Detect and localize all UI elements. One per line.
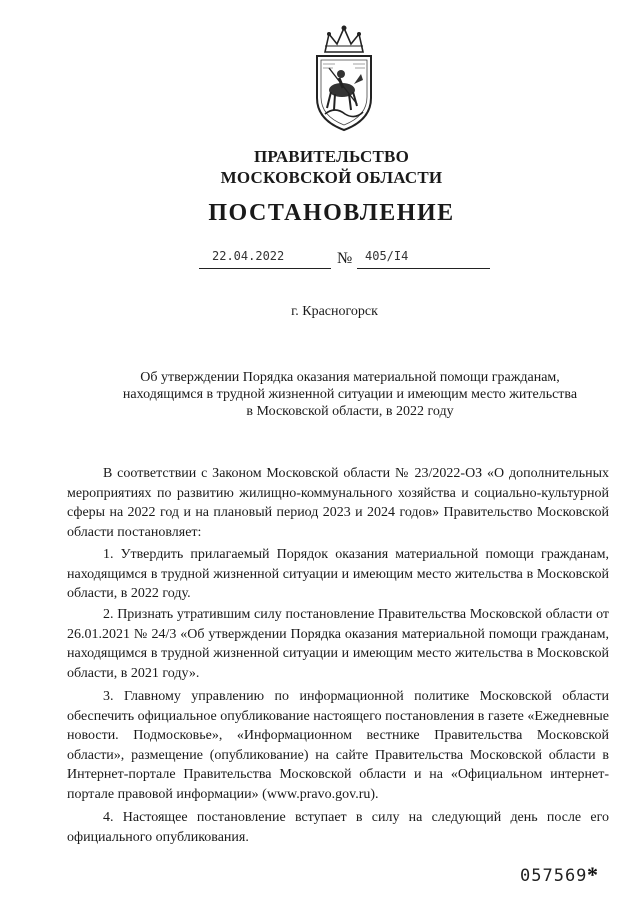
body-paragraph-intro — [67, 464, 609, 542]
city-line: г. Красногорск — [291, 304, 378, 319]
serial-stamp: 057569 — [520, 866, 588, 886]
coat-of-arms-icon — [311, 22, 377, 134]
body-paragraph-item3 — [67, 687, 609, 804]
intro-text: В соответствии с Законом Московской области № 23/2022-ОЗ «О дополнительных мероприятиях по развитию жилищно-коммунального хозяйства и социально-культурной сферы на 2022 год и на плановый период 2023 и 2024 годов» Правительство Московской области постановляет: — [67, 466, 609, 540]
document-date: 22.04.2022 — [212, 249, 285, 263]
body-paragraph-item1 — [67, 545, 609, 604]
number-field — [357, 250, 490, 269]
government-name-line1: ПРАВИТЕЛЬСТВО — [254, 147, 409, 166]
document-type-title: ПОСТАНОВЛЕНИЕ — [208, 200, 455, 226]
document-number: 405/I4 — [365, 249, 409, 263]
subject-line: в Московской области, в 2022 году — [246, 404, 454, 419]
item3-text: 3. Главному управлению по информационной политике Московской области обеспечить официальное опубликование настоящего постановления в газете «Ежедневные новости. Подмосковье», «Информационном вестнике Правительства Московской области», размещение (опубликование) на сайте Правительства Московской области в Интернет-портале Правительства Московской области и на «Официальном интернет-портале правовой информации» (www.pravo.gov.ru). — [67, 689, 610, 802]
body-paragraph-item2 — [67, 605, 609, 683]
number-sign: № — [337, 250, 353, 267]
stamp-star-mark: * — [587, 862, 598, 887]
body-paragraph-item4 — [67, 808, 609, 847]
item4-text: 4. Настоящее постановление вступает в силу на следующий день после его официального опубликования. — [67, 810, 609, 845]
item2-text: 2. Признать утратившим силу постановление Правительства Московской области от 26.01.2021 № 24/3 «Об утверждении Порядка оказания материальной помощи гражданам, находящимся в трудной жизненной ситуации и имеющим место жительства в Московской области, в 2021 году». — [67, 607, 609, 681]
item1-text: 1. Утвердить прилагаемый Порядок оказания материальной помощи гражданам, находящимся в трудной жизненной ситуации и имеющим место жительства в Московской области, в 2022 году. — [67, 547, 609, 601]
date-field — [199, 250, 331, 269]
document-subject — [95, 369, 605, 420]
subject-line: находящимся в трудной жизненной ситуации и имеющим место жительства — [122, 387, 578, 402]
government-name-line2: МОСКОВСКОЙ ОБЛАСТИ — [220, 168, 443, 187]
subject-line: Об утверждении Порядка оказания материальной помощи гражданам, — [140, 370, 560, 385]
